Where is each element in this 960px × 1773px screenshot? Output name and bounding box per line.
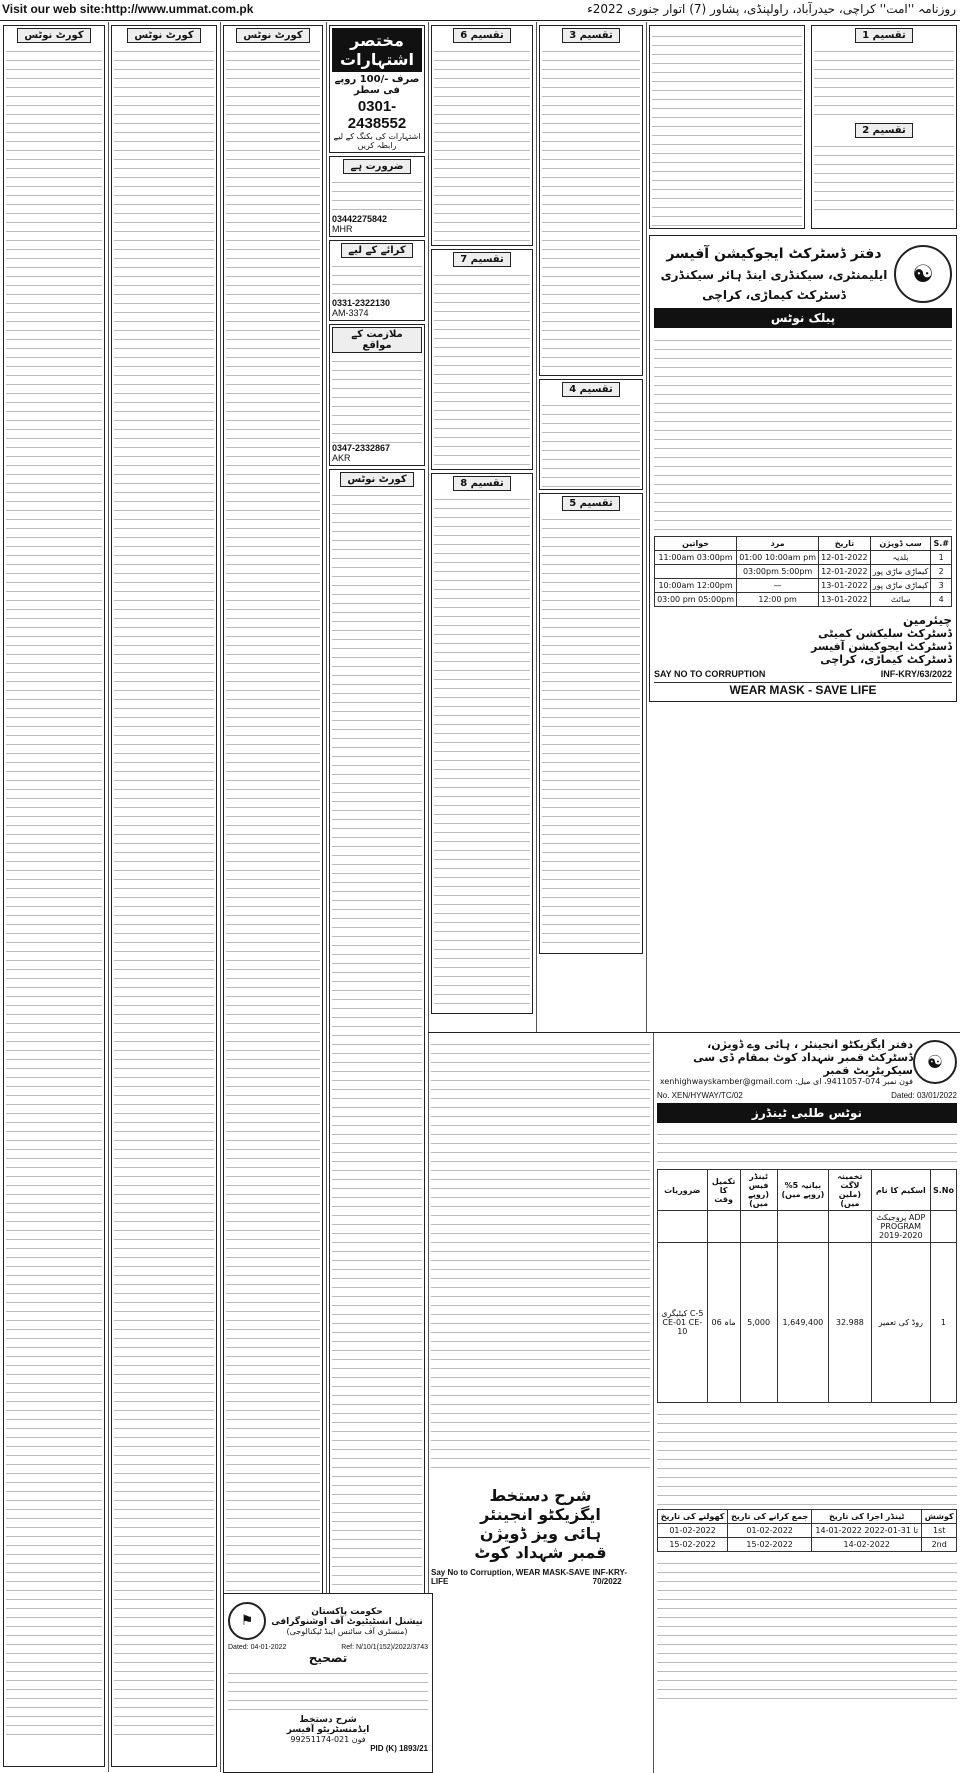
col-sno: S.No [930, 1170, 956, 1211]
notice-6 [431, 25, 533, 246]
court-notices-column-3 [220, 22, 327, 1772]
court-notice-text-3 [226, 43, 320, 1743]
classified-item-2 [329, 240, 425, 321]
notice-4-text [542, 397, 640, 487]
classified-code-3: AKR [332, 453, 351, 463]
tender-sign: شرح دستخط [489, 1486, 592, 1505]
notice-6-text [434, 43, 530, 243]
cell: 01-02-2022 [728, 1524, 812, 1538]
classified-phone-2[interactable]: 0331-2322130 [332, 298, 391, 308]
nio-gov: حکومت پاکستان [311, 1606, 383, 1617]
education-schedule-table [654, 536, 952, 607]
cell [930, 1211, 956, 1243]
education-district: ڈسٹرکٹ کیماڑی، کراچی [702, 288, 846, 302]
notice-5-text [542, 511, 640, 951]
tender-left-text [428, 1033, 654, 1773]
notice-1-text [814, 43, 954, 123]
col-subdivision: سب ڈویژن [870, 537, 931, 551]
cell: 15-02-2022 [728, 1538, 812, 1552]
tender-footer [431, 1568, 650, 1586]
cell: 32.988 [829, 1243, 871, 1403]
education-ref: INF-KRY/63/2022 [880, 669, 952, 679]
cell [740, 1211, 777, 1243]
col-fee: ٹینڈر فیس (روپے میں) [740, 1170, 777, 1211]
nio-inst: نیشنل انسٹیٹیوٹ آف اوشنوگرافی [271, 1616, 423, 1627]
cell: پروجیکٹ ADP PROGRAM 2019-2020 [871, 1211, 930, 1243]
tender-notes [657, 1555, 957, 1705]
notice-2-title: تقسیم 2 [855, 123, 913, 138]
cell: کیماڑی ماڑی پور [870, 579, 931, 593]
classified-item-4 [329, 469, 425, 1715]
col-women: خواتین [655, 537, 737, 551]
tender-signature [431, 1486, 650, 1562]
cell [829, 1211, 871, 1243]
cell: 1,649,400 [777, 1243, 829, 1403]
right-column-top [646, 22, 960, 1032]
col-cost: تخمینہ لاگت (ملین میں) [829, 1170, 871, 1211]
tender-conditions [431, 1036, 650, 1476]
cell: کیٹیگری C-5 CE-01 CE-10 [658, 1243, 708, 1403]
classified-code-1: MHR [332, 224, 353, 234]
classified-cat-4: کورٹ نوٹس [340, 472, 413, 487]
education-ad [649, 235, 957, 702]
classifieds-title: مختصر اشتہارات [332, 28, 422, 72]
notice-1-2 [811, 25, 957, 229]
education-ad-titles [654, 240, 894, 308]
tender-ref-line [657, 1091, 957, 1100]
tender-sign2: ایگزیکٹو انجینئر [480, 1505, 601, 1524]
col-open: کھولنے کی تاریخ [658, 1510, 728, 1524]
notice-6-title: تقسیم 6 [453, 28, 511, 43]
tender-ad [428, 1032, 960, 1773]
classifieds-header-box [329, 25, 425, 153]
nio-dated: Dated: 04-01-2022 [228, 1644, 287, 1651]
nio-officer: ایڈمنسٹریٹو آفیسر [286, 1725, 370, 1735]
court-notice-text [6, 43, 102, 1743]
masthead: روزنامہ ''امت'' کراچی، حیدرآباد، راولپنڈی، پشاور (7) اتوار جنوری 2022ء [587, 2, 956, 16]
col-earnest: بیانیہ 5% (روپے میں) [777, 1170, 829, 1211]
table-row [658, 1211, 957, 1243]
court-notice-block-2 [111, 25, 217, 1767]
court-notice-block [3, 25, 105, 1767]
notice-5-title: تقسیم 5 [562, 496, 620, 511]
nio-ref: Ref: N/10/1(152)/2022/3743 [341, 1644, 428, 1651]
notice-5 [539, 493, 643, 954]
tender-ref-no: No. XEN/HYWAY/TC/02 [657, 1091, 743, 1100]
tender-dated: Dated: 03/01/2022 [891, 1091, 957, 1100]
classified-cat-1: ضرورت ہے [343, 159, 410, 174]
sindh-logo-icon-2: ☯ [913, 1040, 957, 1084]
notice-side-text [649, 25, 805, 229]
classified-cat-2: کرائے کے لیے [341, 243, 412, 258]
classified-code-2: AM-3374 [332, 308, 369, 318]
tender-notice-title: نوٹس طلبی ٹینڈرز [657, 1103, 957, 1123]
cell [655, 565, 737, 579]
nio-pid: PID (K) 1893/21 [370, 1744, 428, 1753]
notice-3-text [542, 43, 640, 373]
notice-pair [646, 22, 960, 232]
classifieds-column [326, 22, 429, 1772]
classified-item-1 [329, 156, 425, 237]
cell: 2nd [922, 1538, 957, 1552]
classified-text-2 [332, 258, 422, 298]
notice-8-title: تقسیم 8 [453, 476, 511, 491]
col-men: مرد [737, 537, 819, 551]
cell: کیماڑی ماڑی پور [870, 565, 931, 579]
court-notices-column-2 [108, 22, 221, 1772]
classifieds-rate: صرف -/100 روپے فی سطر [334, 74, 420, 96]
court-notice-label: کورٹ نوٹس [17, 28, 90, 43]
education-notice-text [654, 332, 952, 532]
court-notice-label-3: کورٹ نوٹس [236, 28, 309, 43]
table-row [655, 551, 952, 565]
classified-item-3 [329, 324, 425, 466]
nio-logo-icon: ⚑ [228, 1602, 266, 1640]
col-scheme: اسکیم کا نام [871, 1170, 930, 1211]
education-signature [654, 613, 952, 666]
tender-ref: INF-KRY-70/2022 [592, 1568, 628, 1586]
notice-1-title: تقسیم 1 [855, 28, 913, 43]
website-link[interactable]: Visit our web site:http://www.ummat.com.pk [2, 2, 254, 16]
education-slogan: SAY NO TO CORRUPTION [654, 669, 766, 679]
classifieds-phone[interactable]: 0301-2438552 [347, 98, 407, 132]
cell: 06 ماہ [707, 1243, 740, 1403]
notice-4 [539, 379, 643, 490]
top-bar [0, 0, 960, 21]
notice-8-text [434, 491, 530, 1011]
tender-right [654, 1033, 960, 1773]
cell: 11:00am 03:00pm [655, 551, 737, 565]
notice-side-lines [652, 28, 802, 228]
col-time: تکمیل کا وقت [707, 1170, 740, 1211]
cell: بلدیہ [870, 551, 931, 565]
nio-ministry: (منسٹری آف سائنس اینڈ ٹیکنالوجی) [286, 1626, 408, 1636]
cell: 1st [922, 1524, 957, 1538]
cell: 10:00am 12:00pm [655, 579, 737, 593]
table-row [655, 565, 952, 579]
education-slogan2: WEAR MASK - SAVE LIFE [654, 682, 952, 697]
cell: 12-01-2022 [819, 551, 871, 565]
signature-chairman: چیئرمین [902, 613, 952, 627]
cell: 14-02-2022 [812, 1538, 922, 1552]
signature-committee: ڈسٹرکٹ سلیکشن کمیٹی [818, 627, 952, 640]
cell [777, 1211, 829, 1243]
tender-footer-text: Say No to Corruption, WEAR MASK-SAVE LIFE [431, 1568, 590, 1586]
cell: — [737, 579, 819, 593]
cell: 3 [931, 579, 952, 593]
education-dept: دفتر ڈسٹرکٹ ایجوکیشن آفیسر [666, 246, 882, 262]
classifieds-booking: اشتہارات کی بکنگ کے لیے رابطہ کریں [333, 132, 421, 150]
tender-schedule-table [657, 1509, 957, 1552]
tender-intro [657, 1126, 957, 1166]
tender-contact: فون نمبر 074-9411057، ای میل: xenhighwayskamber@gmail.com [659, 1077, 913, 1086]
signature-district: ڈسٹرکٹ کیماڑی، کراچی [820, 653, 952, 666]
nio-title: تصحیح [308, 1651, 348, 1665]
cell: 4 [931, 593, 952, 607]
table-row [655, 579, 952, 593]
court-notice-label-2: کورٹ نوٹس [127, 28, 200, 43]
col-req: ضروریات [658, 1170, 708, 1211]
tender-ad-inner [428, 1033, 960, 1773]
notices-column-b [536, 22, 647, 1032]
table-row [655, 593, 952, 607]
cell: 12:00 pm [737, 593, 819, 607]
notice-2-text [814, 138, 954, 218]
classified-text-1 [332, 174, 422, 214]
table-row [658, 1524, 957, 1538]
court-notices-column-1 [0, 22, 109, 1772]
court-notice-block-3 [223, 25, 323, 1767]
notice-3-title: تقسیم 3 [562, 28, 620, 43]
cell: روڈ کی تعمیر [871, 1243, 930, 1403]
education-dept2: ایلیمنٹری، سیکنڈری اینڈ ہائر سیکنڈری [660, 268, 888, 282]
cell: سائٹ [870, 593, 931, 607]
tender-dept2: ڈسٹرکٹ قمبر شہداد کوٹ بمقام ڈی سی سیکریٹریٹ قمبر [693, 1051, 913, 1077]
col-issue: ٹینڈر اجرا کی تاریخ [812, 1510, 922, 1524]
tender-sign4: قمبر شہداد کوٹ [474, 1543, 607, 1562]
tender-dept: دفتر ایگزیکٹو انجینئر ، ہائی وے ڈویژن، [707, 1038, 913, 1051]
classified-cat-3: ملازمت کے مواقع [332, 327, 422, 353]
cell: 03:00pm 5:00pm [737, 565, 819, 579]
cell: 2 [931, 565, 952, 579]
nio-titles [266, 1607, 428, 1636]
col-sno: S.# [931, 537, 952, 551]
notice-7 [431, 249, 533, 470]
cell: 13-01-2022 [819, 579, 871, 593]
cell [707, 1211, 740, 1243]
nio-phone: فون 021-99251174 [290, 1735, 366, 1744]
education-notice-title: پبلک نوٹس [654, 308, 952, 328]
nio-head [228, 1598, 428, 1644]
tender-head [657, 1036, 957, 1088]
tender-table [657, 1169, 957, 1403]
classified-text-3 [332, 353, 422, 443]
notice-8 [431, 473, 533, 1014]
cell: 03:00 pm 05:00pm [655, 593, 737, 607]
tender-sign3: ہائی ویز ڈویژن [479, 1524, 602, 1543]
education-ad-head [654, 240, 952, 308]
notice-4-title: تقسیم 4 [562, 382, 620, 397]
court-notice-text-2 [114, 43, 214, 1743]
notice-7-text [434, 267, 530, 467]
cell: 14-01-2022 تا 31-01-2022 [812, 1524, 922, 1538]
cell: 5,000 [740, 1243, 777, 1403]
sindh-logo-icon: ☯ [894, 245, 952, 303]
education-footer [654, 669, 952, 679]
classified-phone-1[interactable]: 03442275842 [332, 214, 388, 224]
col-date: تاریخ [819, 537, 871, 551]
signature-officer: ڈسٹرکٹ ایجوکیشن آفیسر [811, 640, 952, 653]
classified-text-4 [332, 487, 422, 1697]
nio-ref-line [228, 1644, 428, 1651]
cell: 01-02-2022 [658, 1524, 728, 1538]
cell: 12-01-2022 [819, 565, 871, 579]
cell: 01:00 10:00am pm [737, 551, 819, 565]
cell: 13-01-2022 [819, 593, 871, 607]
table-row [658, 1243, 957, 1403]
tender-rules [657, 1406, 957, 1506]
nio-sign: شرح دستخط [299, 1715, 357, 1725]
classified-phone-3[interactable]: 0347-2332867 [332, 443, 391, 453]
notices-column-a [428, 22, 537, 1032]
nio-text [228, 1665, 428, 1715]
col-submit: جمع کرانے کی تاریخ [728, 1510, 812, 1524]
cell [658, 1211, 708, 1243]
table-row [658, 1538, 957, 1552]
tender-titles [657, 1038, 913, 1086]
notice-7-title: تقسیم 7 [453, 252, 511, 267]
col-attempt: کوشش [922, 1510, 957, 1524]
cell: 1 [930, 1243, 956, 1403]
cell: 15-02-2022 [658, 1538, 728, 1552]
nio-ad [223, 1593, 433, 1773]
notice-3 [539, 25, 643, 376]
cell: 1 [931, 551, 952, 565]
